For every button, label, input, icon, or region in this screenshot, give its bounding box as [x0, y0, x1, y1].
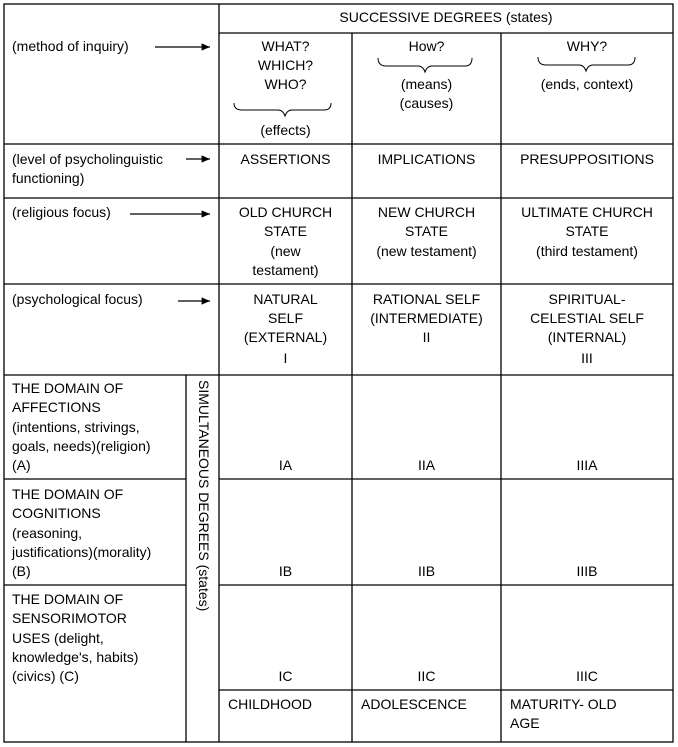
- self-spiritual-3: (INTERNAL): [547, 329, 627, 345]
- self-natural-4: I: [283, 350, 288, 366]
- cell-IIIA: IIIA: [576, 457, 598, 473]
- self-natural-2: SELF: [267, 310, 303, 326]
- self-natural-3: (EXTERNAL): [243, 329, 328, 345]
- church-old-1: OLD CHURCH: [238, 204, 333, 220]
- church-new-3: (new testament): [376, 243, 477, 259]
- stage-maturity-1: MATURITY- OLD: [510, 696, 617, 712]
- domain-sensorimotor-3: USES (delight,: [12, 630, 104, 646]
- cell-IC: IC: [278, 668, 293, 684]
- self-spiritual-2: CELESTIAL SELF: [530, 310, 644, 326]
- inquiry-what-note: (effects): [260, 122, 311, 138]
- self-rational-1: RATIONAL SELF: [372, 291, 481, 307]
- row-label-psychological: (psychological focus): [12, 291, 143, 307]
- church-ultimate-1: ULTIMATE CHURCH: [521, 204, 653, 220]
- domain-affections-4: goals, needs)(religion): [12, 438, 151, 454]
- stage-maturity-2: AGE: [510, 715, 540, 731]
- domain-cognitions-4: justifications)(morality): [12, 544, 152, 560]
- church-ultimate-3: (third testament): [536, 243, 638, 259]
- domain-cognitions-5: (B): [12, 563, 31, 579]
- domain-sensorimotor-2: SENSORIMOTOR: [12, 610, 127, 626]
- cell-IIC: IIC: [417, 668, 436, 684]
- row-label-inquiry: (method of inquiry): [12, 38, 129, 54]
- domain-sensorimotor-4: knowledge's, habits): [12, 649, 139, 665]
- cell-IA: IA: [278, 457, 293, 473]
- stage-adolescence: ADOLESCENCE: [361, 696, 467, 712]
- domain-affections-2: AFFECTIONS: [12, 399, 101, 415]
- church-new-2: STATE: [404, 223, 449, 239]
- self-natural-1: NATURAL: [253, 291, 318, 307]
- church-old-3: (new: [270, 243, 301, 259]
- self-rational-3: II: [422, 329, 431, 345]
- brace-what: [234, 103, 331, 116]
- functioning-assertions: ASSERTIONS: [240, 151, 331, 167]
- domain-sensorimotor-1: THE DOMAIN OF: [12, 591, 124, 607]
- domain-affections-1: THE DOMAIN OF: [12, 380, 124, 396]
- stage-childhood: CHILDHOOD: [228, 696, 313, 712]
- inquiry-why: WHY?: [566, 38, 608, 54]
- domain-sensorimotor-5: (civics) (C): [12, 668, 79, 684]
- functioning-implications: IMPLICATIONS: [377, 151, 476, 167]
- cell-IIA: IIA: [417, 457, 436, 473]
- brace-why: [538, 57, 635, 71]
- inquiry-how-note-2: (causes): [399, 95, 454, 111]
- church-old-2: STATE: [263, 223, 308, 239]
- successive-degrees-header: SUCCESSIVE DEGREES (states): [339, 9, 553, 25]
- self-rational-2: (INTERMEDIATE): [370, 310, 483, 326]
- inquiry-what-1: WHAT?: [261, 38, 310, 54]
- cell-IIIC: IIIC: [576, 668, 598, 684]
- brace-how: [378, 58, 472, 72]
- domain-affections-5: (A): [12, 457, 31, 473]
- inquiry-what-2: WHICH?: [257, 57, 314, 73]
- church-old-4: testament): [252, 262, 319, 278]
- domain-cognitions-3: (reasoning,: [12, 525, 83, 541]
- row-label-psycholinguistic-1: (level of psycholinguistic: [12, 151, 163, 167]
- self-spiritual-4: III: [581, 350, 593, 366]
- domain-affections-3: (intentions, strivings,: [12, 419, 140, 435]
- domain-cognitions-2: COGNITIONS: [12, 505, 101, 521]
- cell-IIB: IIB: [417, 563, 436, 579]
- inquiry-how: How?: [408, 38, 445, 54]
- cell-IB: IB: [278, 563, 293, 579]
- row-label-psycholinguistic-2: functioning): [12, 170, 85, 186]
- self-spiritual-1: SPIRITUAL-: [548, 291, 626, 307]
- row-label-religious: (religious focus): [12, 204, 111, 220]
- church-ultimate-2: STATE: [565, 223, 609, 239]
- inquiry-how-note-1: (means): [400, 76, 453, 92]
- simultaneous-degrees-label: SIMULTANEOUS DEGREES (states): [196, 380, 212, 612]
- functioning-presuppositions: PRESUPPOSITIONS: [520, 151, 654, 167]
- inquiry-why-note: (ends, context): [540, 76, 634, 92]
- inquiry-what-3: WHO?: [264, 76, 307, 92]
- cell-IIIB: IIIB: [576, 563, 598, 579]
- domain-cognitions-1: THE DOMAIN OF: [12, 486, 124, 502]
- church-new-1: NEW CHURCH: [377, 204, 476, 220]
